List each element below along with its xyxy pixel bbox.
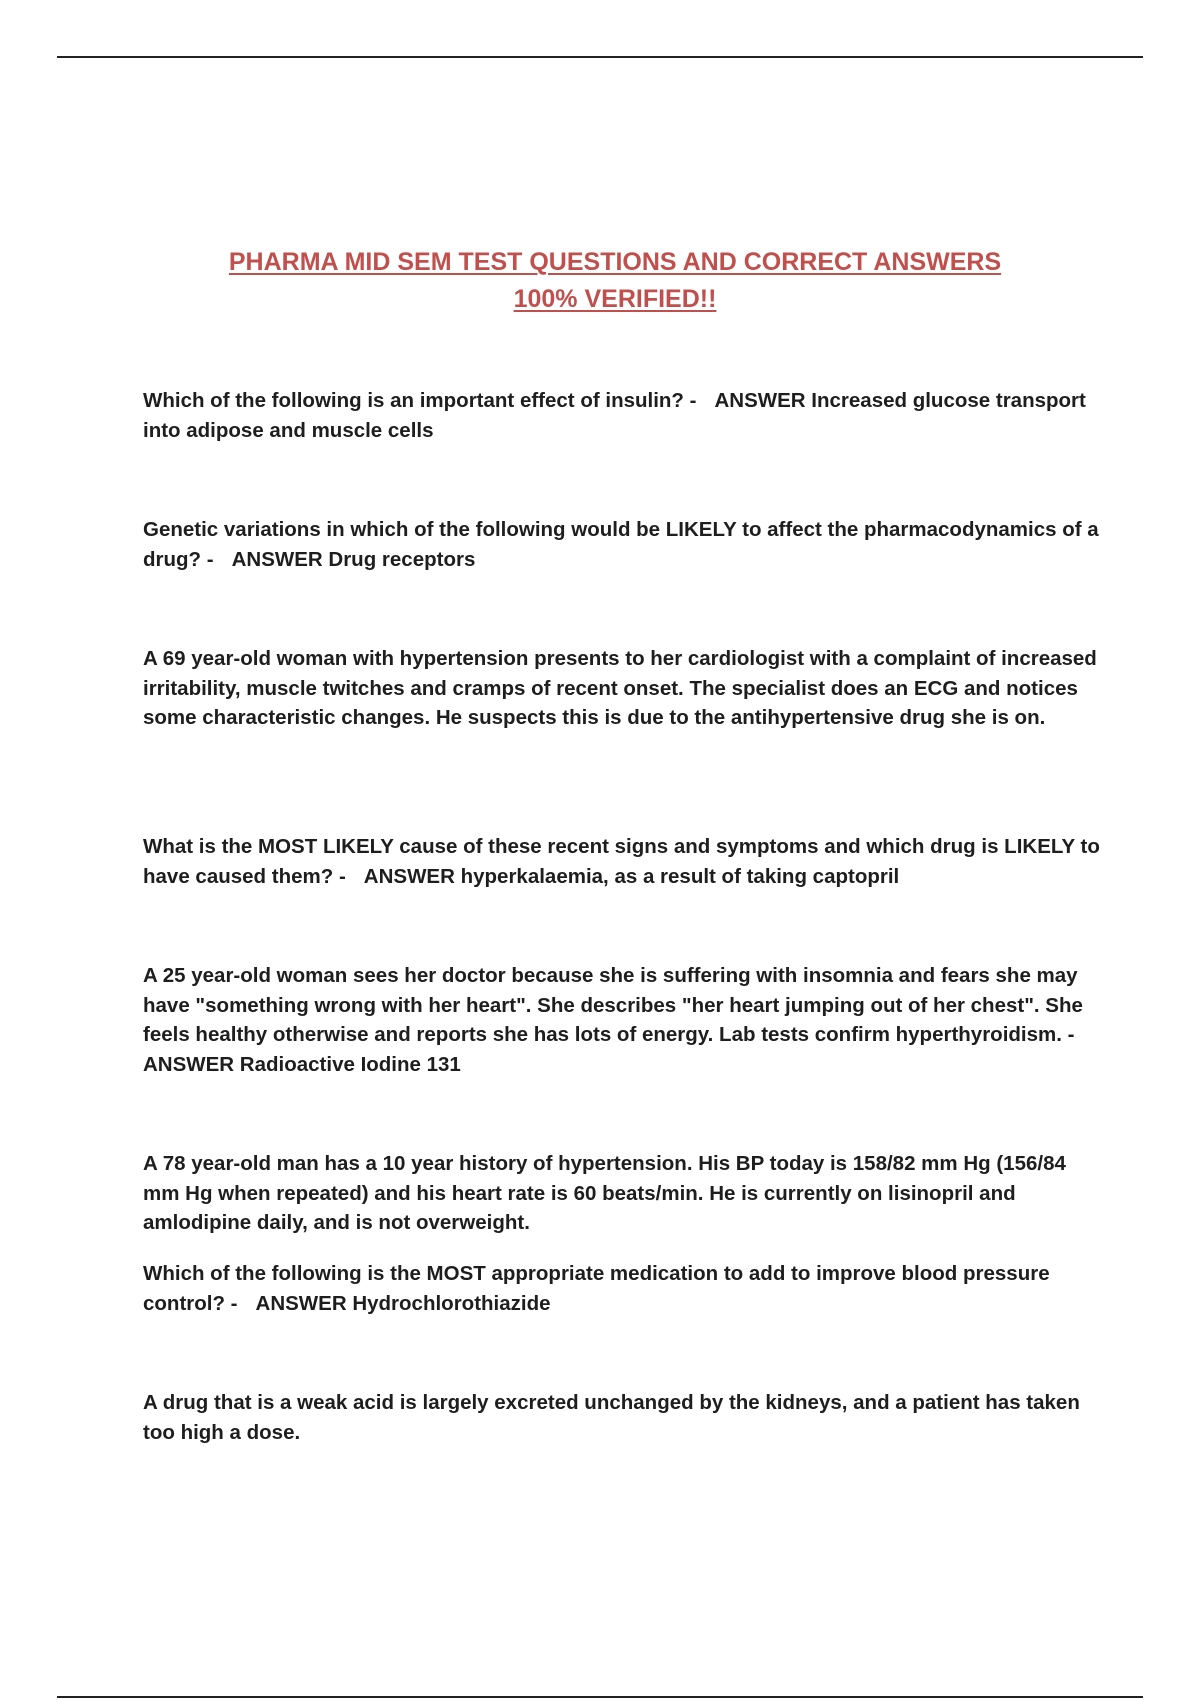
question-text: Genetic variations in which of the following would be LIKELY to affect the pharmacodynamics of a drug? - — [143, 518, 1099, 571]
page-title — [120, 244, 1110, 318]
qa-paragraph — [143, 1259, 1103, 1318]
question-text: A drug that is a weak acid is largely excreted unchanged by the kidneys, and a patient has taken too high a dose. — [143, 1391, 1080, 1444]
question-text: A 25 year-old woman sees her doctor because she is suffering with insomnia and fears she may have "something wrong with her heart". She describes "her heart jumping out of her chest". She feels healthy otherwise and reports she has lots of energy. Lab tests confirm hyperthyroidism. - — [143, 964, 1083, 1046]
answer-text: ANSWER Hydrochlorothiazide — [255, 1291, 551, 1315]
case-paragraph — [143, 1388, 1103, 1447]
case-paragraph — [143, 644, 1103, 733]
question-text: A 78 year-old man has a 10 year history of hypertension. His BP today is 158/82 mm Hg (156/84 mm Hg when repeated) and his heart rate is 60 beats/min. He is currently on lisinopril and amlodipine daily, and is not overweight. — [143, 1152, 1066, 1234]
question-text: What is the MOST LIKELY cause of these recent signs and symptoms and which drug is LIKELY to have caused them? - — [143, 835, 1100, 888]
title-line-2: 100% VERIFIED!! — [513, 285, 717, 313]
case-paragraph — [143, 1149, 1103, 1238]
question-text: A 69 year-old woman with hypertension presents to her cardiologist with a complaint of increased irritability, muscle twitches and cramps of recent onset. The specialist does an ECG and notices some characteristic changes. He suspects this is due to the antihypertensive drug she is on. — [143, 647, 1097, 729]
top-rule — [57, 56, 1143, 58]
question-text: Which of the following is the MOST appropriate medication to add to improve blood pressure control? - — [143, 1262, 1050, 1315]
answer-text: ANSWER Radioactive Iodine 131 — [143, 1052, 461, 1076]
answer-text: ANSWER Drug receptors — [231, 547, 476, 571]
answer-text: ANSWER hyperkalaemia, as a result of taking captopril — [363, 864, 900, 888]
question-text: Which of the following is an important effect of insulin? - — [143, 389, 697, 412]
bottom-rule — [57, 1696, 1143, 1698]
qa-paragraph — [143, 832, 1103, 891]
qa-paragraph — [143, 386, 1103, 445]
answer-text: ANSWER Increased glucose transport into adipose and muscle cells — [143, 389, 1086, 442]
qa-paragraph — [143, 515, 1103, 574]
title-line-1: PHARMA MID SEM TEST QUESTIONS AND CORRECT ANSWERS — [228, 248, 1002, 276]
qa-paragraph — [143, 961, 1103, 1079]
